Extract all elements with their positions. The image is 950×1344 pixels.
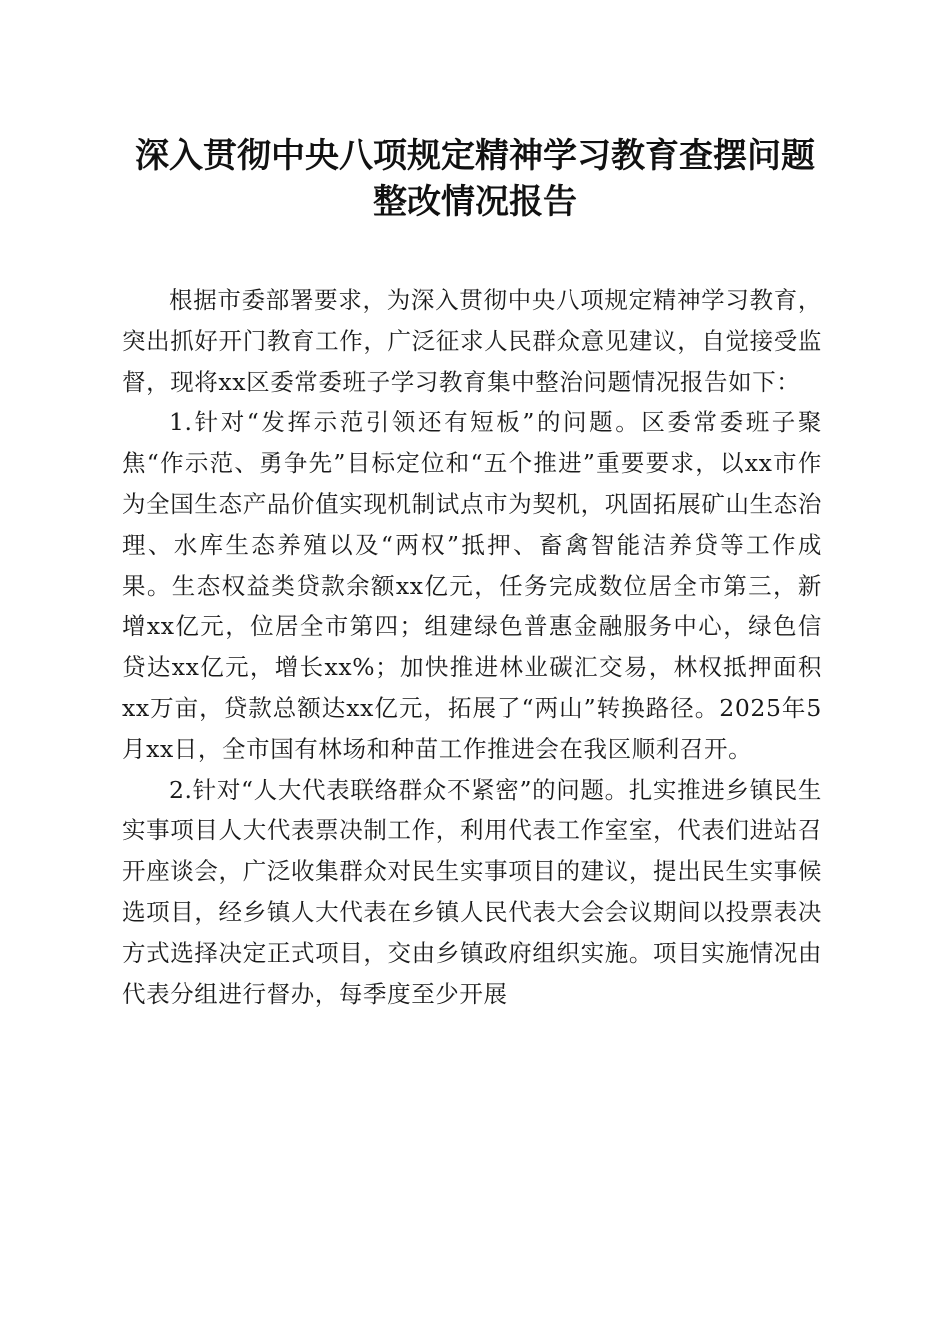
paragraph-item-1: 1.针对“发挥示范引领还有短板”的问题。区委常委班子聚焦“作示范、勇争先”目标定位和“五个推进”重要要求，以xx市作为全国生态产品价值实现机制试点市为契机，巩固拓展矿山生态治理、水库生态养殖以及“两权”抵押、畜禽智能洁养贷等工作成果。生态权益类贷款余额xx亿元，任务完成数位居全市第三，新增xx亿元，位居全市第四；组建绿色普惠金融服务中心，绿色信贷达xx亿元，增长xx%；加快推进林业碳汇交易，林权抵押面积xx万亩，贷款总额达xx亿元，拓展了“两山”转换路径。2025年5月xx日，全市国有林场和种苗工作推进会在我区顺利召开。 xyxy=(122,408,822,763)
document-body xyxy=(122,280,822,1014)
document-title xyxy=(110,133,840,225)
paragraph-item-2: 2.针对“人大代表联络群众不紧密”的问题。扎实推进乡镇民生实事项目人大代表票决制工作，利用代表工作室室，代表们进站召开座谈会，广泛收集群众对民生实事项目的建议，提出民生实事候选项目，经乡镇人大代表在乡镇人民代表大会会议期间以投票表决方式选择决定正式项目，交由乡镇政府组织实施。项目实施情况由代表分组进行督办，每季度至少开展 xyxy=(122,775,822,1008)
title-line-2: 整改情况报告 xyxy=(373,182,577,222)
title-line-1: 深入贯彻中央八项规定精神学习教育查摆问题 xyxy=(135,136,815,176)
paragraph-intro: 根据市委部署要求，为深入贯彻中央八项规定精神学习教育，突出抓好开门教育工作，广泛征求人民群众意见建议，自觉接受监督，现将xx区委常委班子学习教育集中整治问题情况报告如下： xyxy=(122,286,822,396)
